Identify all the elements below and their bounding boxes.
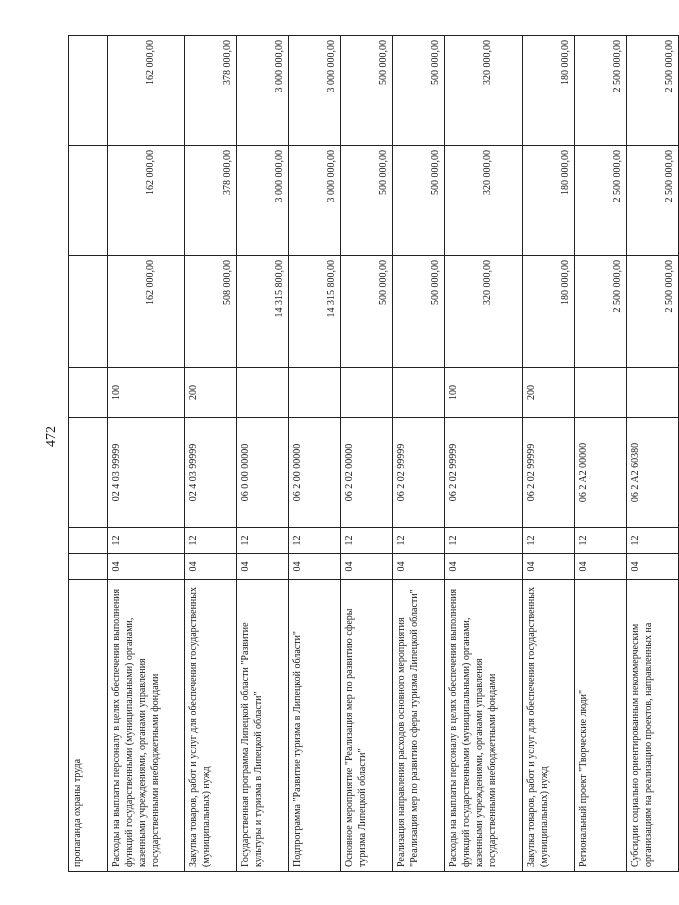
row-name-cell: Закупка товаров, работ и услуг для обеспечения государственных (муниципальных) нужд — [185, 580, 237, 872]
target-article-cell: 06 2 A2 60380 — [627, 418, 679, 528]
table-body — [69, 36, 679, 872]
amount-year2-cell: 320 000,00 — [445, 146, 523, 256]
amount-year3-cell: 3 000 000,00 — [289, 36, 341, 146]
amount-year2-cell: 3 000 000,00 — [289, 146, 341, 256]
subsection-code-cell: 12 — [341, 528, 393, 554]
section-code-cell: 04 — [627, 554, 679, 580]
expense-type-cell — [237, 368, 289, 418]
section-code-cell: 04 — [108, 554, 185, 580]
row-name-cell: пропаганда охраны труда — [69, 580, 108, 872]
amount-year3-cell: 180 000,00 — [523, 36, 575, 146]
expense-type-cell: 200 — [523, 368, 575, 418]
table-row — [108, 36, 185, 872]
subsection-code-cell: 12 — [627, 528, 679, 554]
section-code-cell: 04 — [185, 554, 237, 580]
subsection-code-cell: 12 — [289, 528, 341, 554]
table-row — [393, 36, 445, 872]
row-name-cell: Субсидии социально ориентированным некоммерческим организациям на реализацию проектов, направленных на — [627, 580, 679, 872]
row-name-cell: Региональный проект "Творческие люди" — [575, 580, 627, 872]
target-article-cell: 06 0 00 00000 — [237, 418, 289, 528]
target-article-cell: 06 2 00 00000 — [289, 418, 341, 528]
target-article-cell: 06 2 02 99999 — [393, 418, 445, 528]
page-number: 472 — [44, 426, 59, 447]
amount-year2-cell: 2 500 000,00 — [627, 146, 679, 256]
amount-year2-cell: 162 000,00 — [108, 146, 185, 256]
subsection-code-cell: 12 — [185, 528, 237, 554]
amount-year1-cell: 162 000,00 — [108, 256, 185, 368]
section-code-cell: 04 — [237, 554, 289, 580]
target-article-cell: 06 2 02 00000 — [341, 418, 393, 528]
amount-year2-cell: 3 000 000,00 — [237, 146, 289, 256]
expense-type-cell — [289, 368, 341, 418]
amount-year3-cell: 378 000,00 — [185, 36, 237, 146]
amount-year1-cell: 320 000,00 — [445, 256, 523, 368]
amount-year3-cell: 3 000 000,00 — [237, 36, 289, 146]
row-name-cell: Расходы на выплаты персоналу в целях обеспечения выполнения функций государственными (муниципальными) органами, казенными учреждениями, органами управления государственными внебюджетными фондами — [108, 580, 185, 872]
table-row — [185, 36, 237, 872]
section-code-cell: 04 — [289, 554, 341, 580]
subsection-code-cell: 12 — [108, 528, 185, 554]
amount-year2-cell: 378 000,00 — [185, 146, 237, 256]
amount-year3-cell: 320 000,00 — [445, 36, 523, 146]
expense-type-cell — [341, 368, 393, 418]
amount-year3-cell — [69, 36, 108, 146]
expense-type-cell — [393, 368, 445, 418]
subsection-code-cell — [69, 528, 108, 554]
subsection-code-cell: 12 — [523, 528, 575, 554]
amount-year1-cell — [69, 256, 108, 368]
table-row — [341, 36, 393, 872]
row-name-cell: Подпрограмма "Развитие туризма в Липецкой области" — [289, 580, 341, 872]
table-row — [237, 36, 289, 872]
table-row — [627, 36, 679, 872]
expense-type-cell — [627, 368, 679, 418]
amount-year3-cell: 162 000,00 — [108, 36, 185, 146]
target-article-cell: 06 2 02 99999 — [523, 418, 575, 528]
amount-year1-cell: 508 000,00 — [185, 256, 237, 368]
subsection-code-cell: 12 — [393, 528, 445, 554]
table-row — [289, 36, 341, 872]
target-article-cell: 02 4 03 99999 — [185, 418, 237, 528]
amount-year2-cell: 2 500 000,00 — [575, 146, 627, 256]
amount-year1-cell: 180 000,00 — [523, 256, 575, 368]
amount-year2-cell: 500 000,00 — [341, 146, 393, 256]
section-code-cell: 04 — [575, 554, 627, 580]
table-row — [445, 36, 523, 872]
subsection-code-cell: 12 — [237, 528, 289, 554]
table-row — [69, 36, 108, 872]
expense-type-cell — [69, 368, 108, 418]
amount-year3-cell: 500 000,00 — [393, 36, 445, 146]
amount-year3-cell: 2 500 000,00 — [627, 36, 679, 146]
expense-type-cell: 200 — [185, 368, 237, 418]
expense-type-cell — [575, 368, 627, 418]
row-name-cell: Государственная программа Липецкой области "Развитие культуры и туризма в Липецкой области" — [237, 580, 289, 872]
budget-table — [68, 35, 679, 872]
amount-year3-cell: 500 000,00 — [341, 36, 393, 146]
row-name-cell: Основное мероприятие "Реализация мер по развитию сферы туризма Липецкой области" — [341, 580, 393, 872]
target-article-cell — [69, 418, 108, 528]
subsection-code-cell: 12 — [445, 528, 523, 554]
amount-year3-cell: 2 500 000,00 — [575, 36, 627, 146]
row-name-cell: Закупка товаров, работ и услуг для обеспечения государственных (муниципальных) нужд — [523, 580, 575, 872]
amount-year1-cell: 2 500 000,00 — [575, 256, 627, 368]
amount-year1-cell: 500 000,00 — [341, 256, 393, 368]
amount-year2-cell: 180 000,00 — [523, 146, 575, 256]
section-code-cell: 04 — [523, 554, 575, 580]
row-name-cell: Расходы на выплаты персоналу в целях обеспечения выполнения функций государственными (муниципальными) органами, казенными учреждениями, органами управления государственными внебюджетными фондами — [445, 580, 523, 872]
table-row — [575, 36, 627, 872]
amount-year1-cell: 500 000,00 — [393, 256, 445, 368]
target-article-cell: 02 4 03 99999 — [108, 418, 185, 528]
amount-year2-cell: 500 000,00 — [393, 146, 445, 256]
target-article-cell: 06 2 02 99999 — [445, 418, 523, 528]
amount-year1-cell: 14 315 800,00 — [289, 256, 341, 368]
expense-type-cell: 100 — [445, 368, 523, 418]
section-code-cell — [69, 554, 108, 580]
table-row — [523, 36, 575, 872]
amount-year2-cell — [69, 146, 108, 256]
row-name-cell: Реализация направления расходов основного мероприятия "Реализация мер по развитию сферы туризма Липецкой области" — [393, 580, 445, 872]
section-code-cell: 04 — [445, 554, 523, 580]
section-code-cell: 04 — [341, 554, 393, 580]
amount-year1-cell: 2 500 000,00 — [627, 256, 679, 368]
expense-type-cell: 100 — [108, 368, 185, 418]
subsection-code-cell: 12 — [575, 528, 627, 554]
amount-year1-cell: 14 315 800,00 — [237, 256, 289, 368]
section-code-cell: 04 — [393, 554, 445, 580]
budget-table-rotated — [68, 36, 675, 872]
target-article-cell: 06 2 A2 00000 — [575, 418, 627, 528]
